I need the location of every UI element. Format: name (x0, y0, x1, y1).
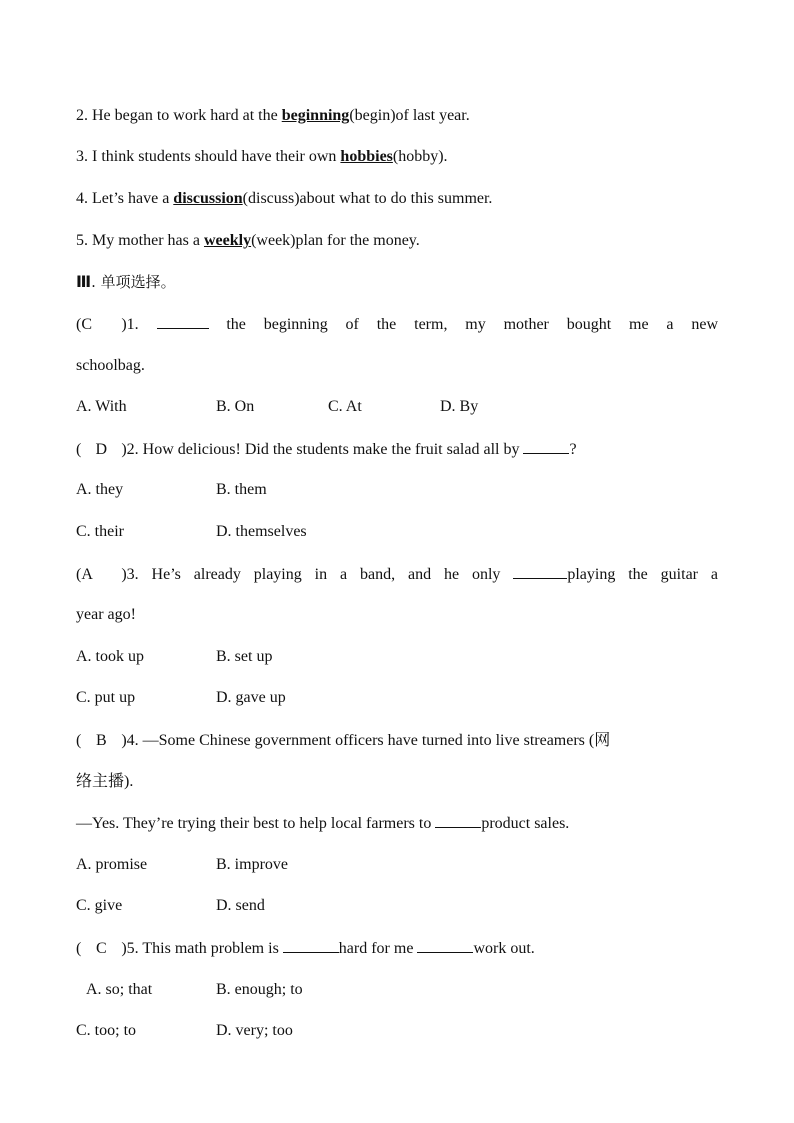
question-text: 络主播). (76, 773, 134, 790)
answer-letter: D (95, 441, 108, 458)
question-4-line-3 (76, 811, 718, 835)
question-number: )2. (121, 441, 139, 458)
item-answer: weekly (203, 232, 252, 249)
answer-blank (523, 437, 569, 454)
question-3-line-2 (76, 603, 718, 627)
answer-blank (157, 312, 209, 329)
option-c: C. their (76, 523, 124, 540)
answer-blank (283, 936, 339, 953)
question-2-line (76, 437, 718, 461)
answer-blank (513, 562, 567, 579)
section-numeral: Ⅲ (76, 272, 92, 291)
question-2-options-row-2 (76, 520, 718, 544)
question-text: the beginning of the term, my mother bought me a new (208, 316, 719, 333)
option-a: A. they (76, 481, 124, 498)
question-text: schoolbag. (76, 357, 145, 374)
item-text: (week)plan for the money. (251, 232, 420, 249)
item-text: (discuss)about what to do this summer. (242, 190, 493, 207)
option-b: B. set up (216, 648, 273, 665)
question-text: ? (569, 441, 577, 458)
question-text: product sales. (481, 815, 570, 832)
answer-bracket: (A (76, 563, 121, 587)
question-text: year ago! (76, 606, 136, 623)
question-text: He’s already playing in a band, and he only (138, 566, 514, 583)
option-d: D. By (440, 398, 479, 415)
item-text: My mother has a (92, 232, 204, 249)
question-3-line (76, 562, 718, 586)
question-text: hard for me (338, 940, 418, 957)
item-answer: hobbies (340, 148, 393, 165)
option-b: B. On (216, 398, 255, 415)
question-text: playing the guitar a (567, 566, 718, 583)
item-number: 3. (76, 148, 88, 165)
item-number: 2. (76, 107, 88, 124)
question-4-options-row-2 (76, 894, 718, 918)
option-b: B. enough; to (216, 981, 303, 998)
answer-letter: B (95, 732, 107, 749)
section-heading (76, 270, 718, 294)
question-3-options-row-1 (76, 645, 718, 669)
item-answer: discussion (173, 190, 243, 207)
option-c: C. give (76, 897, 123, 914)
item-text: (begin)of last year. (349, 107, 470, 124)
option-b: B. them (216, 481, 267, 498)
item-number: 4. (76, 190, 88, 207)
option-d: D. gave up (216, 689, 286, 706)
question-4-line-2 (76, 770, 718, 794)
question-2-options-row-1 (76, 478, 718, 502)
question-text: —Some Chinese government officers have turned into live streamers (网 (138, 732, 611, 749)
question-5-options-row-1 (76, 978, 718, 1002)
question-number: )3. (121, 566, 139, 583)
item-number: 5. (76, 232, 88, 249)
option-a: A. took up (76, 648, 144, 665)
question-text: This math problem is (138, 940, 283, 957)
answer-letter: A (81, 566, 93, 583)
question-text: How delicious! Did the students make the fruit salad all by (138, 441, 524, 458)
answer-blank (435, 811, 481, 828)
question-text: —Yes. They’re trying their best to help local farmers to (76, 815, 436, 832)
item-text: He began to work hard at the (92, 107, 282, 124)
option-a: A. promise (76, 856, 148, 873)
answer-letter: C (95, 940, 107, 957)
option-c: C. too; to (76, 1022, 137, 1039)
question-text: work out. (473, 940, 535, 957)
option-c: C. put up (76, 689, 136, 706)
item-text: Let’s have a (92, 190, 174, 207)
option-a: A. With (76, 398, 127, 415)
option-d: D. send (216, 897, 265, 914)
question-5-options-row-2 (76, 1019, 718, 1043)
question-3-options-row-2 (76, 686, 718, 710)
question-5-line (76, 936, 718, 960)
answer-bracket: ( B (76, 729, 121, 753)
question-4-options-row-1 (76, 853, 718, 877)
answer-blank (417, 936, 473, 953)
question-1-options (76, 395, 718, 419)
fill-item-3 (76, 145, 718, 169)
option-a: A. so; that (86, 981, 153, 998)
option-d: D. themselves (216, 523, 307, 540)
option-b: B. improve (216, 856, 288, 873)
fill-item-4 (76, 187, 718, 211)
option-c: C. At (328, 398, 362, 415)
question-4-line (76, 729, 718, 753)
question-1-line-2 (76, 354, 718, 378)
question-1-line (76, 312, 718, 336)
fill-item-5 (76, 229, 718, 253)
answer-bracket: ( C (76, 937, 121, 961)
answer-bracket: (C (76, 313, 121, 337)
fill-item-2 (76, 104, 718, 128)
question-number: )4. (121, 732, 139, 749)
question-number: )1. (121, 316, 139, 333)
question-number: )5. (121, 940, 139, 957)
answer-bracket: ( D (76, 438, 121, 462)
answer-letter: C (81, 316, 92, 333)
section-title: . 单项选择。 (91, 273, 176, 291)
option-d: D. very; too (216, 1022, 293, 1039)
item-text: I think students should have their own (92, 148, 341, 165)
item-text: (hobby). (392, 148, 448, 165)
item-answer: beginning (281, 107, 350, 124)
